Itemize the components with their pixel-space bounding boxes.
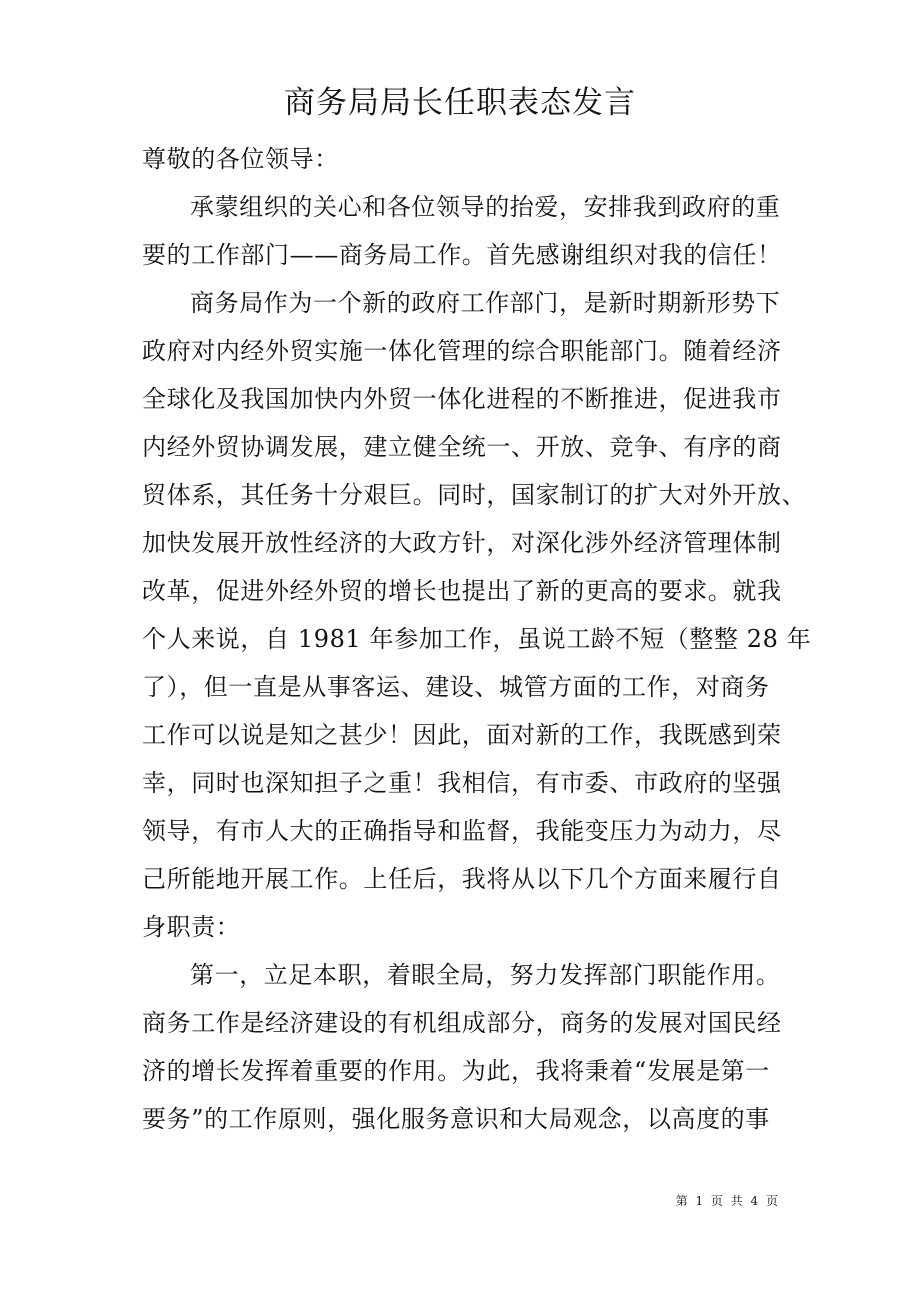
text-line: 政府对内经外贸实施一体化管理的综合职能部门。随着经济 <box>142 337 782 365</box>
document-body <box>142 135 812 1143</box>
text-line: 内经外贸协调发展，建立健全统一、开放、竞争、有序的商 <box>142 433 782 461</box>
text-line: 第一，立足本职，着眼全局，努力发挥部门职能作用。 <box>190 961 781 989</box>
text-line: 商务工作是经济建设的有机组成部分，商务的发展对国民经 <box>142 1009 782 1037</box>
salutation: 尊敬的各位领导： <box>142 145 339 173</box>
text-line: 了），但一直是从事客运、建设、城管方面的工作，对商务 <box>142 673 770 701</box>
text-line: 商务局作为一个新的政府工作部门，是新时期新形势下 <box>190 289 781 317</box>
text-line: 要的工作部门——商务局工作。首先感谢组织对我的信任！ <box>142 241 782 269</box>
text-line: 全球化及我国加快内外贸一体化进程的不断推进，促进我市 <box>142 385 782 413</box>
document-title: 商务局局长任职表态发言 <box>284 85 636 121</box>
text-line: 工作可以说是知之甚少！因此，面对新的工作，我既感到荣 <box>142 721 782 749</box>
text-line: 加快发展开放性经济的大政方针，对深化涉外经济管理体制 <box>142 529 782 557</box>
text-line: 贸体系，其任务十分艰巨。同时，国家制订的扩大对外开放、 <box>142 481 807 509</box>
text-line: 己所能地开展工作。上任后，我将从以下几个方面来履行自 <box>142 865 782 893</box>
text-line: 要务”的工作原则，强化服务意识和大局观念，以高度的事 <box>142 1105 770 1133</box>
text-line: 个人来说，自 1981 年参加工作，虽说工龄不短（整整 28 年 <box>142 625 812 653</box>
text-line: 承蒙组织的关心和各位领导的抬爱，安排我到政府的重 <box>190 193 781 221</box>
text-line: 身职责： <box>142 913 241 941</box>
text-line: 领导，有市人大的正确指导和监督，我能变压力为动力，尽 <box>142 817 782 845</box>
text-line: 改革，促进外经外贸的增长也提出了新的更高的要求。就我 <box>142 577 782 605</box>
page-number-footer: 第 1 页 共 4 页 <box>675 1194 780 1208</box>
text-line: 济的增长发挥着重要的作用。为此，我将秉着“发展是第一 <box>142 1057 770 1085</box>
text-line: 幸，同时也深知担子之重！我相信，有市委、市政府的坚强 <box>142 769 782 797</box>
